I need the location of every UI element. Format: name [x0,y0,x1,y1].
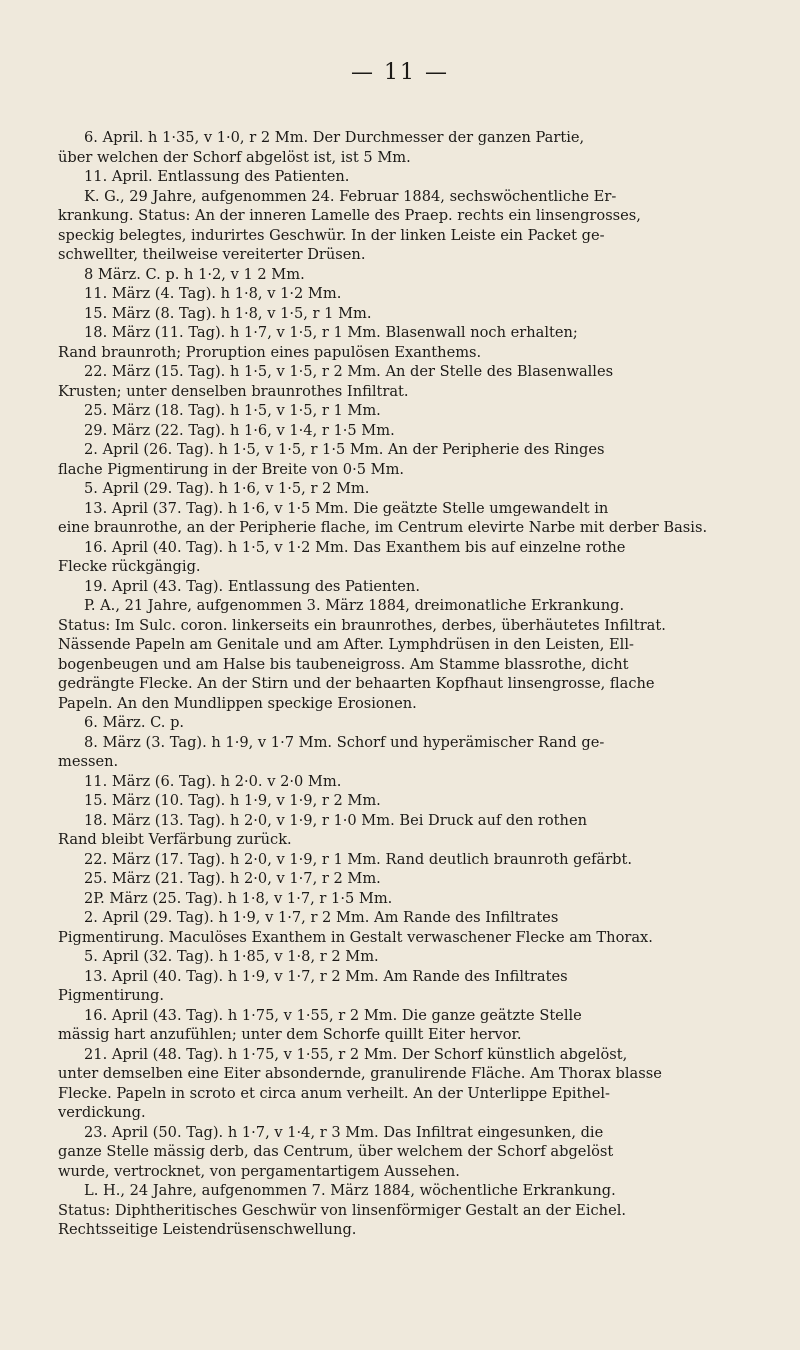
text-line: 25. März (21. Tag). h 2·0, v 1·7, r 2 Mm. [84,870,381,887]
text-line: 19. April (43. Tag). Entlassung des Patienten. [84,577,420,595]
text-line: 8 März. C. p. h 1·2, v 1 2 Mm. [84,265,305,283]
text-line: 5. April (32. Tag). h 1·85, v 1·8, r 2 Mm. [84,948,379,965]
text-line: 18. März (13. Tag). h 2·0, v 1·9, r 1·0 Mm. Bei Druck auf den rothen [84,811,587,829]
text-line: 6. März. C. p. [84,714,185,731]
text-line: 5. April (29. Tag). h 1·6, v 1·5, r 2 Mm. [84,480,370,497]
text-line: 11. April. Entlassung des Patienten. [84,168,350,185]
text-line: krankung. Status: An der inneren Lamelle des Praep. rechts ein linsengrosses, [58,207,641,224]
text-line: Pigmentirung. Maculöses Exanthem in Gestalt verwaschener Flecke am Thorax. [58,928,653,946]
text-line: 21. April (48. Tag). h 1·75, v 1·55, r 2 Mm. Der Schorf künstlich abgelöst, [84,1045,628,1063]
text-line: Papeln. An den Mundlippen speckige Erosionen. [58,694,417,712]
text-line: Pigmentirung. [58,987,164,1004]
text-line: 29. März (22. Tag). h 1·6, v 1·4, r 1·5 Mm. [84,421,395,439]
text-line: 6. April. h 1·35, v 1·0, r 2 Mm. Der Durchmesser der ganzen Partie, [84,129,585,146]
text-line: Status: Diphtheritisches Geschwür von linsenförmiger Gestalt an der Eichel. [58,1201,627,1219]
text-line: P. A., 21 Jahre, aufgenommen 3. März 1884, dreimonatliche Erkrankung. [84,597,625,614]
text-line: Rechtsseitige Leistendrüsenschwellung. [58,1221,357,1238]
text-line: 8. März (3. Tag). h 1·9, v 1·7 Mm. Schorf und hyperämischer Rand ge- [84,733,605,751]
text-line: 2. April (29. Tag). h 1·9, v 1·7, r 2 Mm. Am Rande des Infiltrates [84,909,559,926]
text-line: ganze Stelle mässig derb, das Centrum, über welchem der Schorf abgelöst [58,1143,614,1160]
text-line: verdickung. [58,1104,146,1121]
text-line: 22. März (15. Tag). h 1·5, v 1·5, r 2 Mm. An der Stelle des Blasenwalles [84,363,614,380]
text-line: über welchen der Schorf abgelöst ist, ist 5 Mm. [58,148,411,166]
text-line: K. G., 29 Jahre, aufgenommen 24. Februar 1884, sechswöchentliche Er- [84,187,617,205]
text-line: 11. März (6. Tag). h 2·0. v 2·0 Mm. [84,772,342,790]
body-text [58,128,758,1240]
text-line: schwellter, theilweise vereiterter Drüsen. [58,246,366,263]
text-line: bogenbeugen und am Halse bis taubeneigross. Am Stamme blassrothe, dicht [58,655,629,673]
text-line: speckig belegtes, indurirtes Geschwür. In der linken Leiste ein Packet ge- [58,226,605,244]
text-line: wurde, vertrocknet, von pergamentartigem Aussehen. [58,1162,460,1180]
text-line: Rand braunroth; Proruption eines papulösen Exanthems. [58,343,482,361]
text-line: 2. April (26. Tag). h 1·5, v 1·5, r 1·5 Mm. An der Peripherie des Ringes [84,441,605,458]
text-line: Krusten; unter denselben braunrothes Infiltrat. [58,382,409,400]
text-line: eine braunrothe, an der Peripherie flache, im Centrum elevirte Narbe mit derber Basis. [58,519,708,536]
text-line: mässig hart anzufühlen; unter dem Schorfe quillt Eiter hervor. [58,1026,522,1043]
text-line: gedrängte Flecke. An der Stirn und der behaarten Kopfhaut linsengrosse, flache [58,675,655,692]
text-line: 13. April (40. Tag). h 1·9, v 1·7, r 2 Mm. Am Rande des Infiltrates [84,967,568,985]
text-line: 2P. März (25. Tag). h 1·8, v 1·7, r 1·5 Mm. [84,889,393,907]
text-line: 11. März (4. Tag). h 1·8, v 1·2 Mm. [84,285,342,302]
text-line: Flecke rückgängig. [58,558,201,575]
text-line: 16. April (40. Tag). h 1·5, v 1·2 Mm. Das Exanthem bis auf einzelne rothe [84,538,626,556]
text-line: L. H., 24 Jahre, aufgenommen 7. März 1884, wöchentliche Erkrankung. [84,1182,616,1199]
text-line: 23. April (50. Tag). h 1·7, v 1·4, r 3 Mm. Das Infiltrat eingesunken, die [84,1123,604,1141]
text-line: 15. März (8. Tag). h 1·8, v 1·5, r 1 Mm. [84,304,372,322]
text-line: Status: Im Sulc. coron. linkerseits ein braunrothes, derbes, überhäutetes Infiltrat. [58,616,666,634]
text-line: flache Pigmentirung in der Breite von 0·5 Mm. [58,460,405,478]
text-line: 15. März (10. Tag). h 1·9, v 1·9, r 2 Mm. [84,792,381,809]
text-line: messen. [58,753,119,770]
text-line: unter demselben eine Eiter absondernde, granulirende Fläche. Am Thorax blasse [58,1065,662,1082]
text-line: Nässende Papeln am Genitale und am After. Lymphdrüsen in den Leisten, Ell- [58,636,634,653]
text-line: Flecke. Papeln in scroto et circa anum verheilt. An der Unterlippe Epithel- [58,1084,610,1102]
page-number: — 11 — [351,60,449,85]
text-line: Rand bleibt Verfärbung zurück. [58,831,292,848]
text-line: 22. März (17. Tag). h 2·0, v 1·9, r 1 Mm. Rand deutlich braunroth gefärbt. [84,850,633,868]
text-line: 25. März (18. Tag). h 1·5, v 1·5, r 1 Mm. [84,402,381,419]
text-line: 18. März (11. Tag). h 1·7, v 1·5, r 1 Mm. Blasenwall noch erhalten; [84,324,578,341]
text-line: 13. April (37. Tag). h 1·6, v 1·5 Mm. Die geätzte Stelle umgewandelt in [84,499,609,517]
text-line: 16. April (43. Tag). h 1·75, v 1·55, r 2 Mm. Die ganze geätzte Stelle [84,1006,582,1024]
